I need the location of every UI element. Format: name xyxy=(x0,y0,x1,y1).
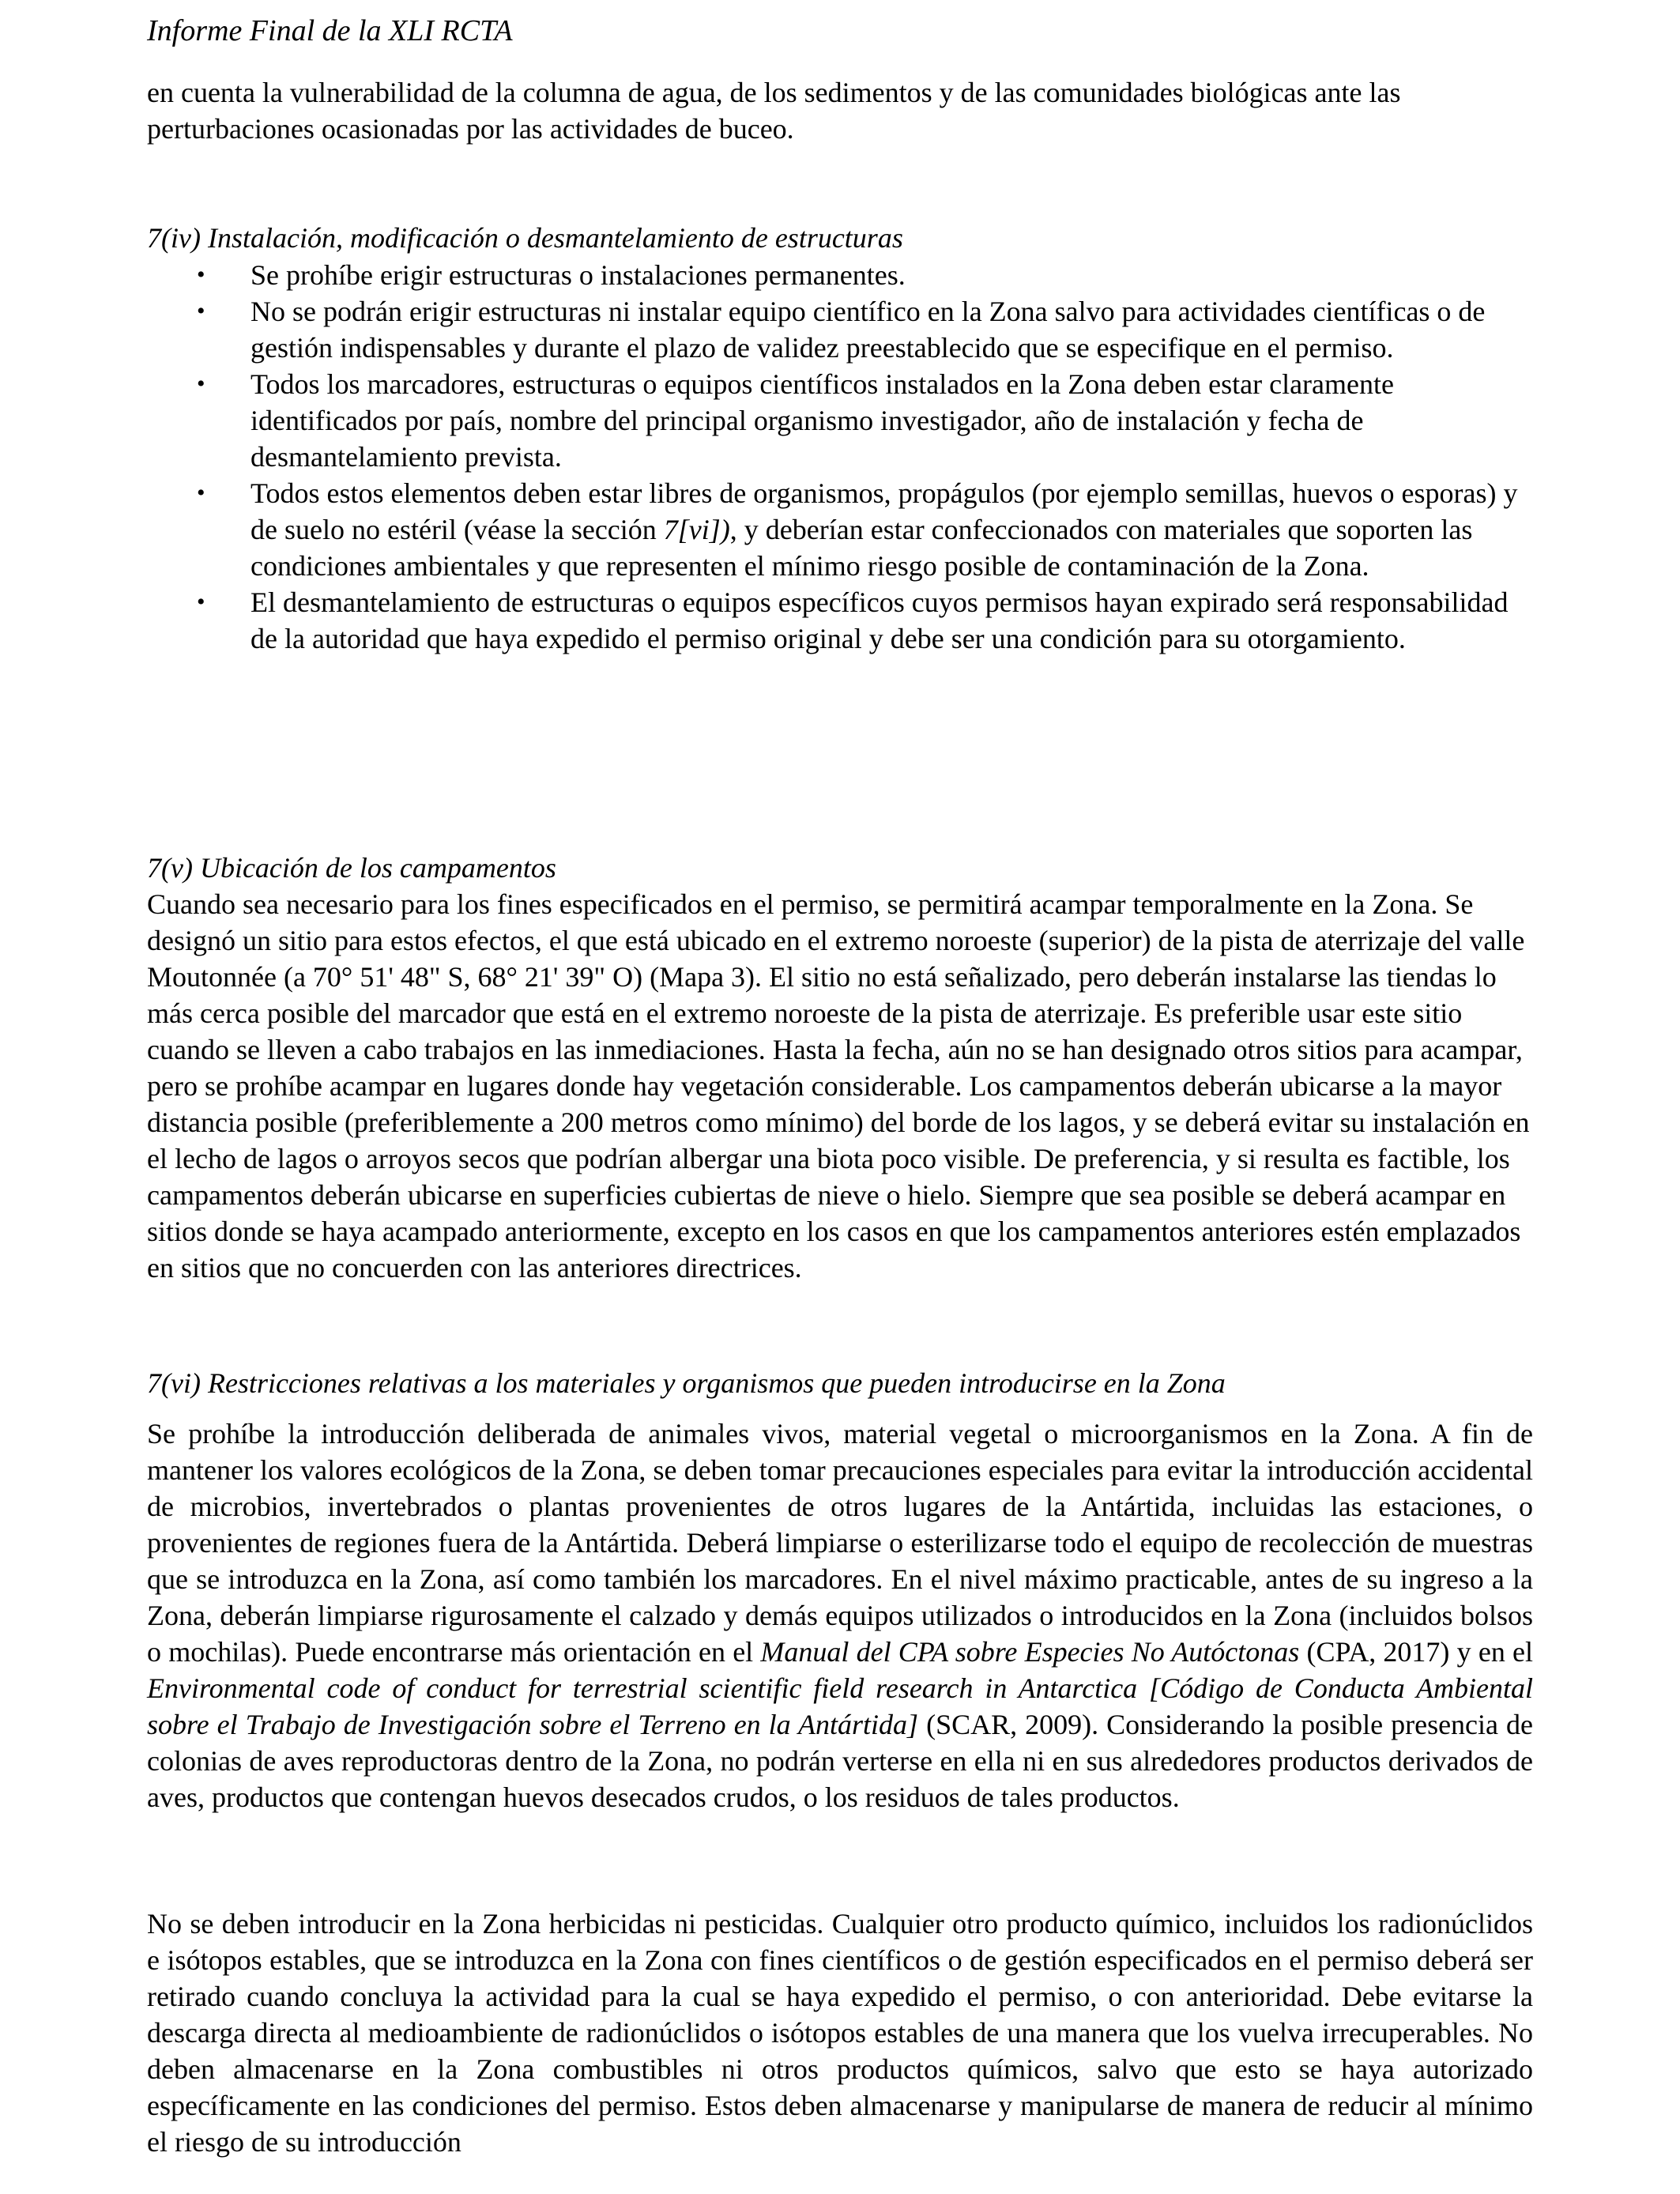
list-item-text: , y deberían estar confeccionados con materiales que soporten las condiciones ambientales y que representen el mínimo riesgo posible de contaminación de la Zona. xyxy=(250,514,1473,582)
list-item xyxy=(147,584,1533,657)
section-heading-structures: 7(iv) Instalación, modificación o desmantelamiento de estructuras xyxy=(147,222,903,254)
intro-paragraph: en cuenta la vulnerabilidad de la columna de agua, de los sedimentos y de las comunidades biológicas ante las perturbaciones ocasionadas por las actividades de buceo. xyxy=(147,77,1401,145)
list-item-text: No se podrán erigir estructuras ni instalar equipo científico en la Zona salvo para actividades científicas o de gestión indispensables y durante el plazo de validez preestablecido que se especifique en el permiso. xyxy=(250,296,1486,364)
list-item xyxy=(147,475,1533,584)
list-item-text: Se prohíbe erigir estructuras o instalaciones permanentes. xyxy=(250,259,906,291)
structures-bullet-list xyxy=(147,257,1533,657)
paragraph-text: (SCAR, 2009). Considerando la posible presencia de colonias de aves reproductoras dentro de la Zona, no podrán verterse en ella ni en sus alrededores productos derivados de aves, productos que contengan huevos desecados crudos, o los residuos de tales productos. xyxy=(147,1709,1534,1813)
paragraph-text: Se prohíbe la introducción deliberada de animales vivos, material vegetal o microorganismos en la Zona. A fin de mantener los valores ecológicos de la Zona, se deben tomar precauciones especiales para evitar la introducción accidental de microbios, invertebrados o plantas provenientes de otros lugares de la Antártida, incluidas las estaciones, o provenientes de regiones fuera de la Antártida. Deberá limpiarse o esterilizarse todo el equipo de recolección de muestras que se introduzca en la Zona, así como también los marcadores. En el nivel máximo practicable, antes de su ingreso a la Zona, deberán limpiarse rigurosamente el calzado y demás equipos utilizados o introducidos en la Zona (incluidos bolsos o mochilas). Puede encontrarse más orientación en el xyxy=(147,1418,1533,1668)
materials-paragraph-1 xyxy=(147,1416,1533,1815)
bullet-icon: • xyxy=(197,262,205,288)
bullet-icon: • xyxy=(197,589,205,615)
list-item xyxy=(147,293,1533,366)
running-header: Informe Final de la XLI RCTA xyxy=(147,14,513,47)
section-heading-materials: 7(vi) Restricciones relativas a los materiales y organismos que pueden introducirse en la Zona xyxy=(147,1367,1226,1399)
list-item xyxy=(147,257,1533,293)
cited-document-title: Environmental code of conduct for terrestrial scientific field research in Antarctica [Código de Conducta Ambiental sobre el Trabajo de Investigación sobre el Terreno en la Antártida] xyxy=(147,1672,1533,1740)
camps-paragraph: Cuando sea necesario para los fines especificados en el permiso, se permitirá acampar temporalmente en la Zona. Se designó un sitio para estos efectos, el que está ubicado en el extremo noroeste (superior) de la pista de aterrizaje del valle Moutonnée (a 70° 51' 48" S, 68° 21' 39" O) (Mapa 3). El sitio no está señalizado, pero deberán instalarse las tiendas lo más cerca posible del marcador que está en el extremo noroeste de la pista de aterrizaje. Es preferible usar este sitio cuando se lleven a cabo trabajos en las inmediaciones. Hasta la fecha, aún no se han designado otros sitios para acampar, pero se prohíbe acampar en lugares donde hay vegetación considerable. Los campamentos deberán ubicarse a la mayor distancia posible (preferiblemente a 200 metros como mínimo) del borde de los lagos, y se deberá evitar su instalación en el lecho de lagos o arroyos secos que podrían albergar una biota poco visible. De preferencia, y si resulta es factible, los campamentos deberán ubicarse en superficies cubiertas de nieve o hielo. Siempre que sea posible se deberá acampar en sitios donde se haya acampado anteriormente, excepto en los casos en que los campamentos anteriores estén emplazados en sitios que no concuerden con las anteriores directrices. xyxy=(147,888,1530,1284)
section-heading-camps: 7(v) Ubicación de los campamentos xyxy=(147,852,556,884)
bullet-icon: • xyxy=(197,298,205,324)
list-item-text: Todos los marcadores, estructuras o equipos científicos instalados en la Zona deben estar claramente identificados por país, nombre del principal organismo investigador, año de instalación y fecha de desmantelamiento prevista. xyxy=(250,368,1394,473)
bullet-icon: • xyxy=(197,371,205,397)
list-item-text: El desmantelamiento de estructuras o equipos específicos cuyos permisos hayan expirado será responsabilidad de la autoridad que haya expedido el permiso original y debe ser una condición para su otorgamiento. xyxy=(250,586,1509,654)
bullet-icon: • xyxy=(197,480,205,506)
paragraph-text: (CPA, 2017) y en el xyxy=(1299,1636,1534,1668)
materials-paragraph-2: No se deben introducir en la Zona herbicidas ni pesticidas. Cualquier otro producto químico, incluidos los radionúclidos e isótopos estables, que se introduzca en la Zona con fines científicos o de gestión especificados en el permiso deberá ser retirado cuando concluya la actividad para la cual se haya expedido el permiso, o con anterioridad. Debe evitarse la descarga directa al medioambiente de radionúclidos o isótopos estables de una manera que los vuelva irrecuperables. No deben almacenarse en la Zona combustibles ni otros productos químicos, salvo que esto se haya autorizado específicamente en las condiciones del permiso. Estos deben almacenarse y manipularse de manera de reducir al mínimo el riesgo de su introducción xyxy=(147,1908,1533,2158)
section-reference: 7[vi]) xyxy=(663,514,730,545)
cited-document-title: Manual del CPA sobre Especies No Autóctonas xyxy=(760,1636,1300,1668)
list-item-text: Todos estos elementos deben estar libres de organismos, propágulos (por ejemplo semillas, huevos o esporas) y de suelo no estéril (véase la sección xyxy=(250,477,1518,545)
list-item xyxy=(147,366,1533,475)
